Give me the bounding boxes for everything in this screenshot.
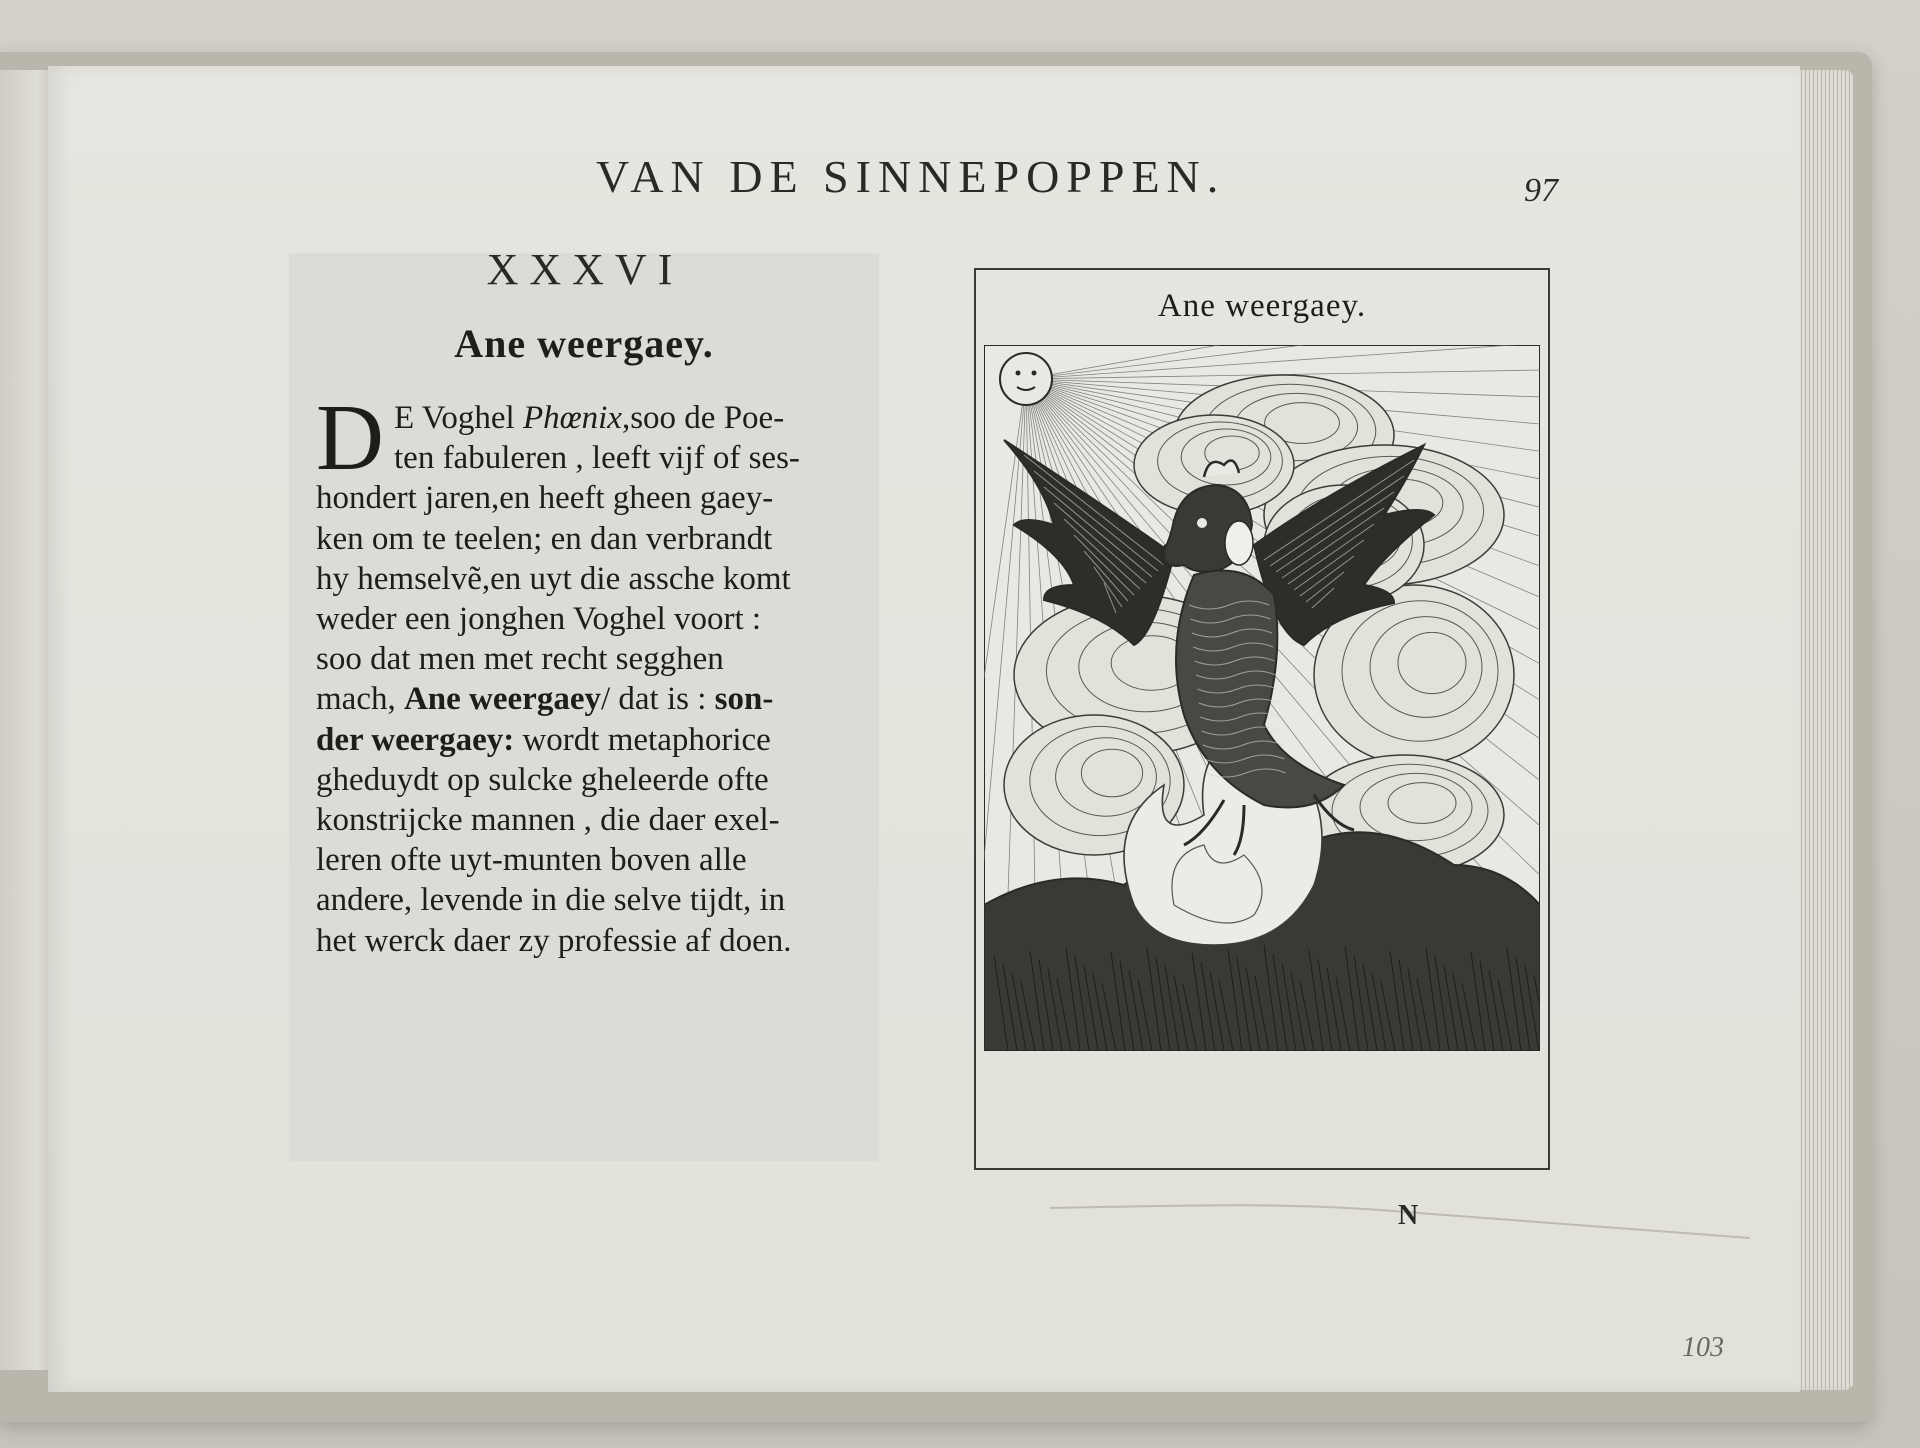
body-line: [316, 921, 896, 961]
body-bold-run: Ane weergaey: [403, 681, 601, 718]
pencil-page-number: 103: [1682, 1332, 1724, 1363]
body-run: konstrijcke mannen , die daer exel-: [316, 802, 780, 839]
body-line: [316, 519, 896, 559]
body-line: [316, 840, 896, 880]
body-run: leren ofte uyt-munten boven alle: [316, 842, 747, 879]
body-line: [316, 559, 896, 599]
body-run: ken om te teelen; en dan verbrandt: [316, 520, 773, 557]
running-header: VAN DE SINNEPOPPEN.: [596, 151, 1226, 202]
body-line: [316, 438, 896, 478]
phoenix-engraving-image: [984, 345, 1540, 1051]
body-run: weder een jonghen Voghel voort :: [316, 601, 762, 638]
body-run: ten fabuleren , leeft vijf of ses-: [394, 440, 800, 477]
drop-cap: D: [316, 386, 384, 490]
body-bold-run: son-: [714, 681, 774, 718]
chapter-number: XXXVI: [486, 245, 684, 294]
body-run: wordt metaphorice: [514, 721, 771, 758]
body-run: hondert jaren,en heeft gheen gaey-: [316, 480, 774, 517]
body-line: [316, 720, 896, 760]
body-line: [316, 679, 896, 719]
emblem-motto: Ane weergaey.: [1157, 288, 1367, 324]
body-run: andere, levende in die selve tijdt, in: [316, 882, 786, 919]
body-run: E Voghel: [394, 400, 523, 436]
body-line: [316, 639, 896, 679]
body-text: [316, 386, 896, 961]
body-run: / dat is :: [600, 681, 715, 718]
body-run: het werck daer zy professie af doen.: [316, 922, 792, 959]
body-line: [316, 760, 896, 800]
body-line: [316, 800, 896, 840]
body-run: hy hemselvẽ,en uyt die assche komt: [316, 560, 791, 597]
page-number: 97: [1524, 172, 1558, 209]
body-italic-run: Phœnix: [522, 400, 622, 436]
body-line: [316, 599, 896, 639]
body-bold-run: der weergaey:: [316, 721, 515, 758]
signature-mark: N: [1398, 1200, 1419, 1231]
section-heading: Ane weergaey.: [454, 321, 714, 366]
body-run: mach,: [316, 681, 404, 718]
body-line: [316, 880, 896, 920]
body-run: gheduydt op sulcke gheleerde ofte: [316, 761, 769, 798]
body-run: ,soo de Poe-: [621, 400, 785, 436]
body-run: soo dat men met recht segghen: [316, 641, 724, 678]
body-line: [316, 478, 896, 518]
body-line: [316, 398, 896, 438]
